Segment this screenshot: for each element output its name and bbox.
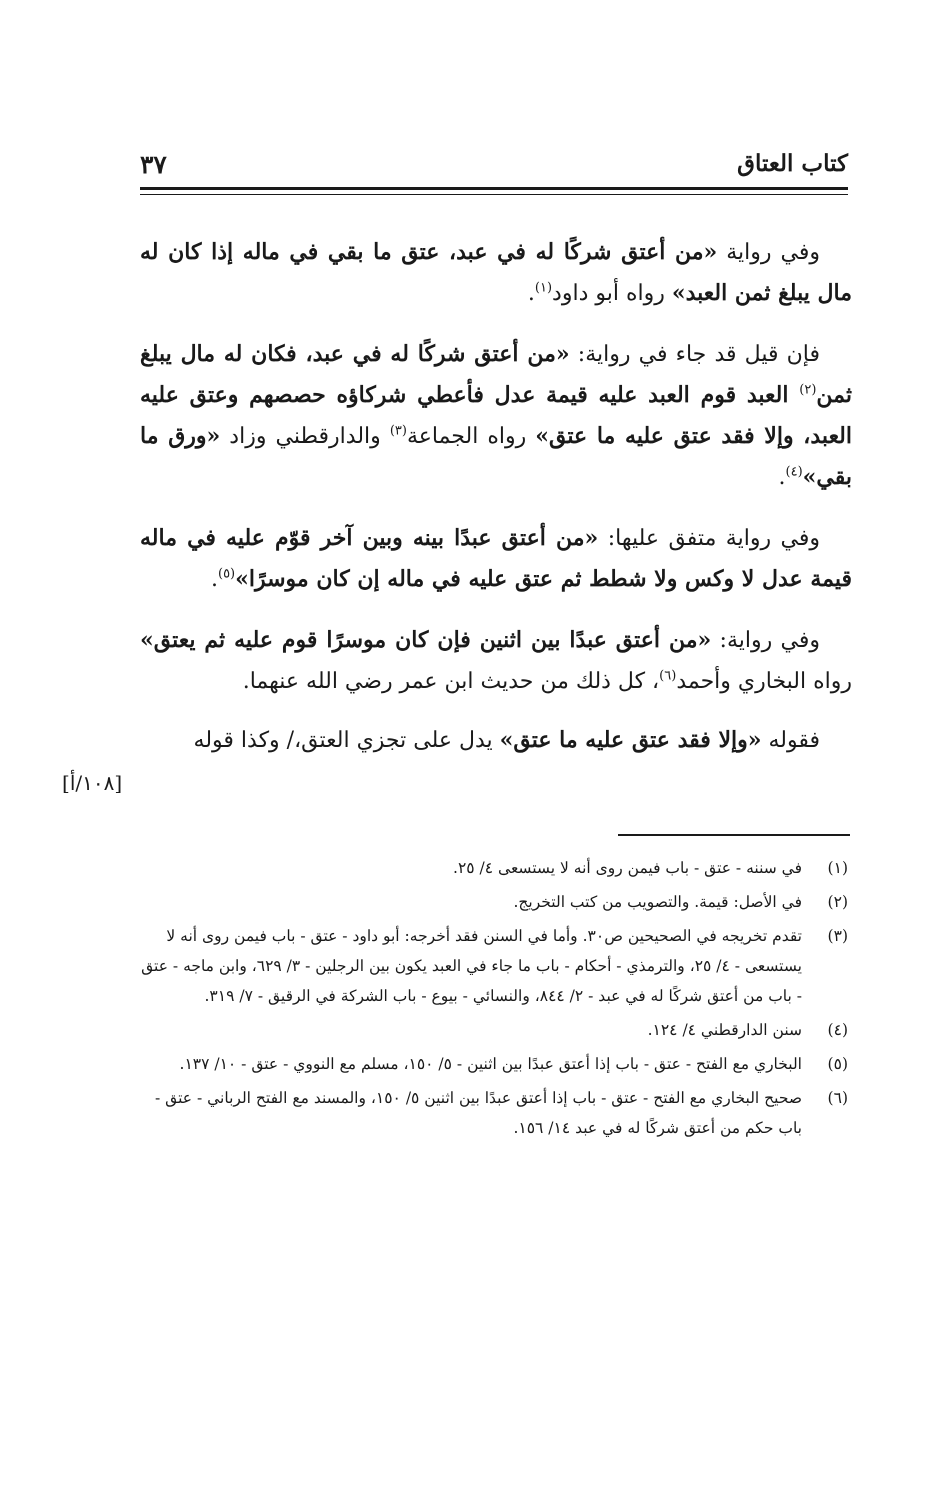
footnote-text: سنن الدارقطني ٤/ ١٢٤. <box>647 1021 802 1039</box>
footnote <box>140 1015 852 1045</box>
footnote <box>140 887 852 917</box>
paragraph-2: فإن قيل قد جاء في رواية: «من أعتق شركًا له في عبد، فكان له مال يبلغ ثمن$^{(٢)}$ العبد قوم العبد عليه قيمة عدل فأعطي شركاؤه حصصهم وعتق عليه العبد، وإلا فقد عتق عليه ما عتق» رواه الجماعة$^{(٣)}$ والدارقطني وزاد «ورق ما بقي»$^{(٤)}$. <box>140 341 853 490</box>
paragraph-4: وفي رواية: «من أعتق عبدًا بين اثنين فإن كان موسرًا قوم عليه ثم يعتق» رواه البخاري وأحمد$^{(٦)}$، كل ذلك من حديث ابن عمر رضي الله عنهما. <box>140 627 852 694</box>
footnote-text: تقدم تخريجه في الصحيحين ص٣٠. وأما في السنن فقد أخرجه: أبو داود - عتق - باب فيمن روى أنه لا يستسعى - ٤/ ٢٥، والترمذي - أحكام - باب ما جاء في العبد يكون بين الرجلين - ٣/ ٦٢٩، وابن ماجه - عتق - باب من أعتق شركًا له في عبد - ٢/ ٨٤٤، والنسائي - بيوع - باب الشركة في الرقيق - ٧/ ٣١٩. <box>141 927 802 1005</box>
hadith-quote: «ورق ما بقي» <box>140 423 852 490</box>
page-number: ٣٧ <box>140 150 167 179</box>
hadith-quote: «من أعتق شركًا له في عبد، عتق ما بقي في ماله إذا كان له مال يبلغ ثمن العبد» <box>140 239 852 306</box>
footnote-text: في سننه - عتق - باب فيمن روى أنه لا يستسعى ٤/ ٢٥. <box>453 859 802 877</box>
footnote-marker: (١) <box>534 280 553 296</box>
footnote-number: (٦) <box>827 1089 848 1107</box>
paragraph-1: وفي رواية «من أعتق شركًا له في عبد، عتق ما بقي في ماله إذا كان له مال يبلغ ثمن العبد» رواه أبو داود$^{(١)}$. <box>140 239 852 306</box>
hadith-quote: «من أعتق عبدًا بين اثنين فإن كان موسرًا قوم عليه ثم يعتق» <box>140 627 712 653</box>
footnote-marker: (٢) <box>799 382 817 398</box>
running-header <box>140 150 848 186</box>
footnote <box>140 1049 852 1079</box>
footnote-text: البخاري مع الفتح - عتق - باب إذا أعتق عبدًا بين اثنين - ٥/ ١٥٠، مسلم مع النووي - عتق - ١٠/ ١٣٧. <box>179 1055 802 1073</box>
footnote-marker: (٦) <box>659 668 677 684</box>
footnote-number: (٢) <box>827 893 848 911</box>
hadith-quote: «من أعتق شركًا له في عبد، فكان له مال يبلغ ثمن <box>140 341 852 408</box>
footnote <box>140 921 852 1011</box>
hadith-quote: «وإلا فقد عتق عليه ما عتق» <box>499 727 762 753</box>
footnote-number: (١) <box>827 859 848 877</box>
footnote-text: صحيح البخاري مع الفتح - عتق - باب إذا أعتق عبدًا بين اثنين ٥/ ١٥٠، والمسند مع الفتح الرباني - عتق - باب حكم من أعتق شركًا له في عبد ١٤/ ١٥٦. <box>155 1089 802 1137</box>
footnote-number: (٣) <box>827 927 848 945</box>
hadith-quote: «من أعتق عبدًا بينه وبين آخر قوّم عليه في ماله قيمة عدل لا وكس ولا شطط ثم عتق عليه في ماله إن كان موسرًا» <box>140 525 852 592</box>
footnote-number: (٥) <box>827 1055 848 1073</box>
footnote <box>140 1083 852 1143</box>
footnote-marker: (٥) <box>217 566 236 582</box>
paragraph-5: فقوله «وإلا فقد عتق عليه ما عتق» يدل على تجزي العتق،/ وكذا قوله <box>193 727 820 753</box>
footnote-separator <box>618 834 850 836</box>
manuscript-folio-ref: [١٠٨/أ] <box>62 771 123 795</box>
paragraph-3: وفي رواية متفق عليها: «من أعتق عبدًا بينه وبين آخر قوّم عليه في ماله قيمة عدل لا وكس ولا شطط ثم عتق عليه في ماله إن كان موسرًا»$^{(٥)}$. <box>140 525 852 592</box>
chapter-title: كتاب العتاق <box>737 150 848 177</box>
header-rule-thin <box>140 194 848 195</box>
footnotes <box>140 853 852 1147</box>
footnote-marker: (٤) <box>785 464 803 480</box>
footnote-number: (٤) <box>827 1021 848 1039</box>
footnote <box>140 853 852 883</box>
footnote-marker: (٣) <box>389 423 407 439</box>
header-rule-thick <box>140 187 848 190</box>
footnote-text: في الأصل: قيمة. والتصويب من كتب التخريج. <box>513 893 802 911</box>
main-text <box>140 232 852 781</box>
hadith-quote: العبد قوم العبد عليه قيمة عدل فأعطي شركاؤه حصصهم وعتق عليه العبد، وإلا فقد عتق عليه ما عتق» <box>140 382 853 449</box>
